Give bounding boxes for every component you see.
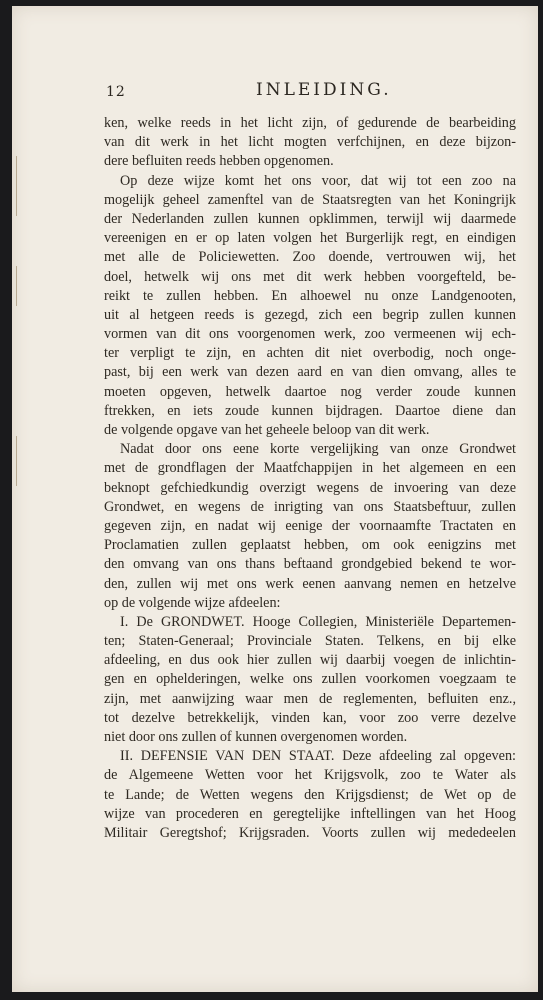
text-line: te Lande; de Wetten wegens den Krijgsdienst; de Wet op de: [104, 786, 516, 803]
text-line: wijze van procederen en geregtelijke inftellingen van het Hoog: [104, 805, 516, 822]
text-line: Op deze wijze komt het ons voor, dat wij tot een zoo na: [120, 172, 516, 189]
text-line: met alle de Policiewetten. Zoo doende, vertrouwen wij, het: [104, 249, 516, 266]
text-line: past, bij een werk van dezen aard en van dien omvang, alles te: [104, 364, 516, 381]
text-line: den, zullen wij met ons werk eenen aanvang nemen en hetzelve: [104, 575, 516, 592]
text-line: ken, welke reeds in het licht zijn, of gedurende de bearbeiding: [104, 115, 516, 131]
body-text: [104, 114, 516, 843]
text-line: vormen van dit ons voorgenomen werk, zoo vermeenen wij ech-: [104, 326, 516, 343]
text-line: beknopt gefchiedkundig overzigt wegens de invoering van deze: [104, 479, 516, 496]
text-line: vereenigen en er op laten volgen het Burgerlijk regt, en eindigen: [104, 230, 516, 247]
text-line: II. DEFENSIE VAN DEN STAAT. Deze afdeeling zal opgeven:: [120, 748, 516, 765]
text-line: I. De GRONDWET. Hooge Collegien, Ministeriële Departemen-: [120, 613, 516, 630]
text-line: tot dezelve betrekkelijk, vinden kan, voor zoo verre dezelve: [104, 709, 516, 726]
text-line: mogelijk geheel zamenftel van de Staatsregten van het Koningrijk: [104, 191, 516, 208]
text-line: met de grondflagen der Maatfchappijen in het algemeen en een: [104, 460, 516, 477]
text-line: op de volgende wijze afdeelen:: [104, 594, 281, 611]
text-line: van dit werk in het licht mogten verfchijnen, en deze bijzon-: [104, 134, 516, 151]
text-line: ftrekken, en iets zoude kunnen bijdragen. Daartoe diene dan: [104, 402, 516, 419]
text-line: gen en ophelderingen, welke ons zullen voorkomen voegzaam te: [104, 671, 516, 688]
text-line: ten; Staten-Generaal; Provinciale Staten. Telkens, en bij elke: [104, 633, 516, 650]
text-line: Grondwet, en wegens de inrigting van ons Staatsbeftuur, zullen: [104, 498, 516, 515]
text-line: moeten opgeven, hetwelk daartoe nog verder zoude kunnen: [104, 383, 516, 400]
text-line: uit al hetgeen reeds is gezegd, zich een begrip zullen kunnen: [104, 306, 516, 323]
page-number: 12: [106, 84, 126, 100]
gutter-mark: [16, 266, 17, 306]
text-line: Militair Geregtshof; Krijgsraden. Voorts zullen wij mededeelen: [104, 824, 516, 841]
text-line: zijn, met aanwijzing waar men de reglementen, befluiten enz.,: [104, 690, 516, 707]
text-line: Proclamatien zullen geplaatst hebben, om ook eenigzins met: [104, 537, 516, 554]
text-line: reikt te zullen hebben. En alhoewel nu onze Landgenooten,: [104, 287, 516, 304]
text-line: der Nederlanden zullen kunnen opklimmen, terwijl wij daarmede: [104, 210, 516, 227]
page-header: [106, 80, 494, 104]
text-line: de Algemeene Wetten voor het Krijgsvolk, zoo te Water als: [104, 767, 516, 784]
text-line: afdeeling, en dus ook hier zullen wij daarbij voegen de inlichtin-: [104, 652, 516, 669]
text-line: de volgende opgave van het geheele beloop van dit werk.: [104, 422, 430, 438]
running-head: INLEIDING.: [256, 80, 392, 100]
text-line: niet door ons zullen of kunnen overgenomen worden.: [104, 729, 408, 745]
text-line: dere befluiten reeds hebben opgenomen.: [104, 153, 334, 170]
text-line: ter verpligt te zijn, en achten dit niet overbodig, noch onge-: [104, 345, 516, 362]
gutter-mark: [16, 156, 17, 216]
text-line: den omvang van ons thans beftaand grondgebied bekend te wor-: [104, 556, 516, 573]
text-line: doel, hetwelk wij ons met dit werk hebben voorgefteld, be-: [104, 268, 516, 285]
gutter-mark: [16, 436, 17, 486]
text-line: Nadat door ons eene korte vergelijking van onze Grondwet: [120, 441, 516, 458]
text-line: gegeven zijn, en nadat wij eenige der voornaamfte Tractaten en: [104, 517, 516, 534]
